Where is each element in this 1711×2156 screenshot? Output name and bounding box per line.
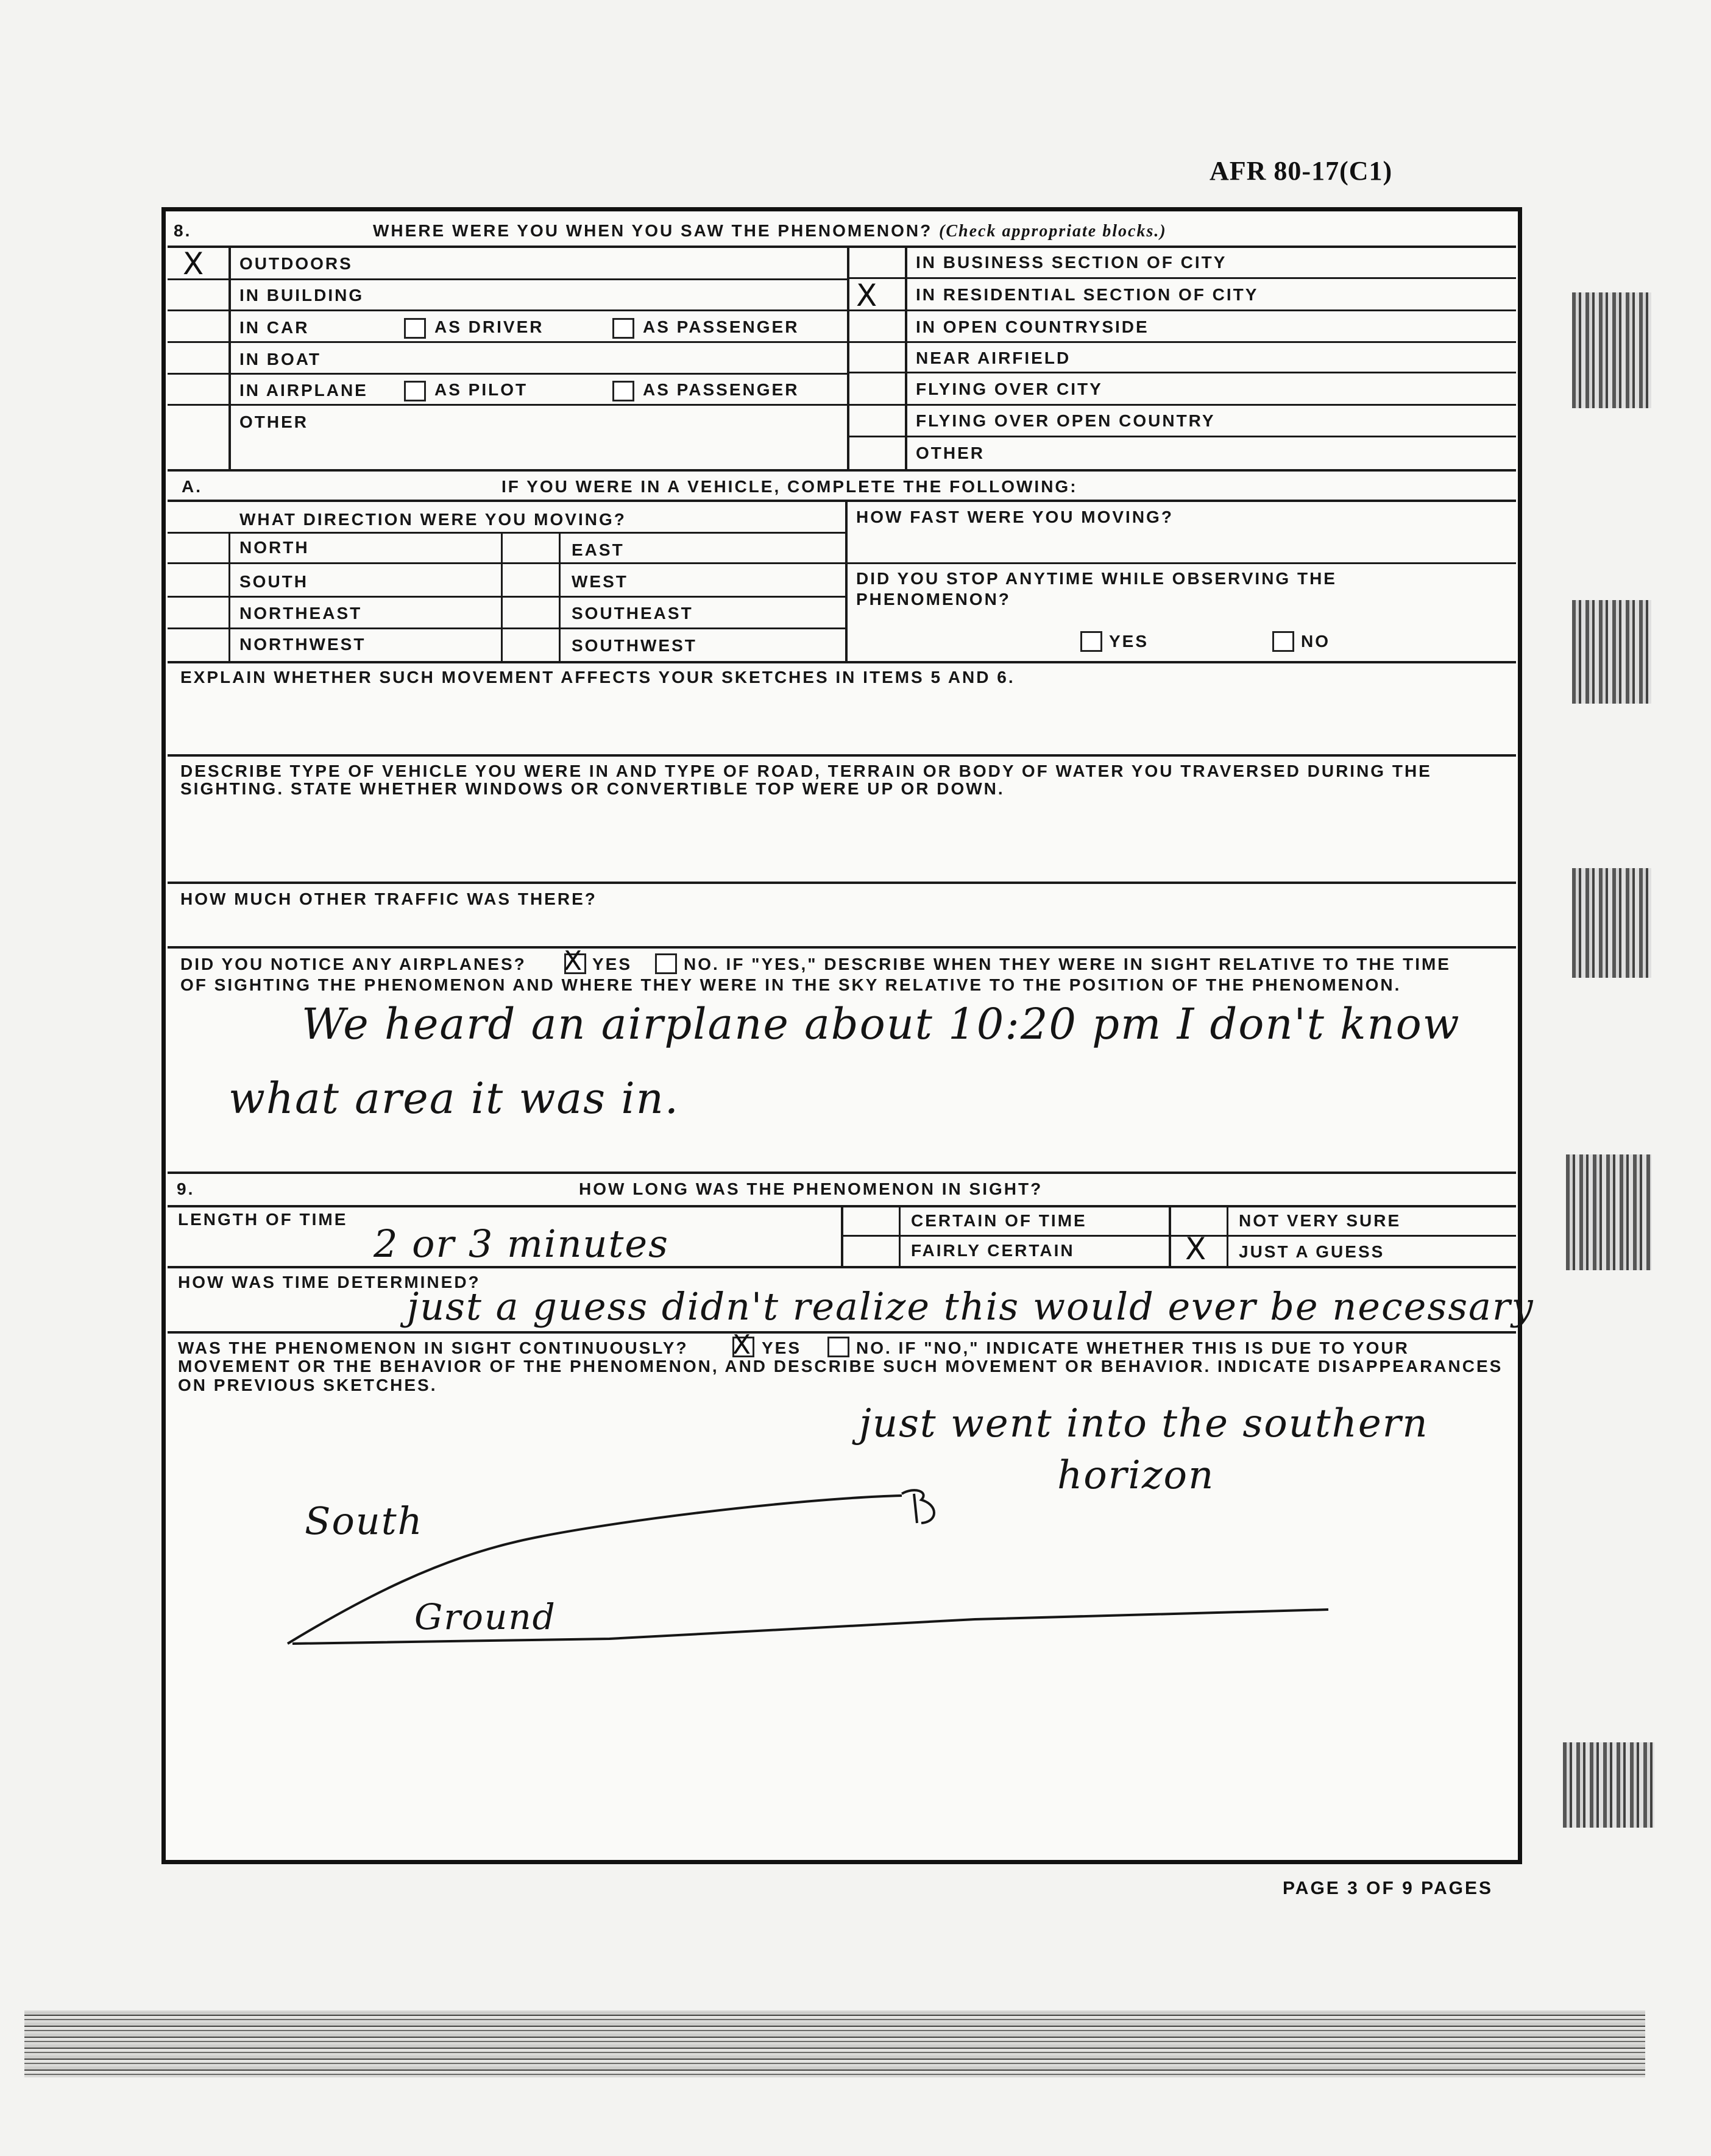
sketch-trajectory-line [288,1496,902,1644]
length-of-time-label: LENGTH OF TIME [178,1210,348,1229]
time-determined-answer: just a guess didn't realize this would ever be necessary [407,1284,1534,1329]
flying-over-country-label: FLYING OVER OPEN COUNTRY [916,411,1216,430]
section-9-number: 9. [177,1179,195,1198]
business-section-label: IN BUSINESS SECTION OF CITY [916,253,1227,272]
west-label: WEST [572,572,628,591]
certain-of-time-label: CERTAIN OF TIME [911,1211,1087,1230]
airplane-passenger-label: AS PASSENGER [643,380,799,399]
east-label: EAST [572,540,625,559]
traffic-question: HOW MUCH OTHER TRAFFIC WAS THERE? [180,889,597,908]
sketch-south-label: South [305,1499,423,1543]
not-very-sure-label: NOT VERY SURE [1239,1211,1401,1230]
sketch-note-line1: just went into the southern [859,1401,1429,1446]
vehicle-question: DESCRIBE TYPE OF VEHICLE YOU WERE IN AND TYPE OF ROAD, TERRAIN OR BODY OF WATER YOU TRAVERSED DURING THE SIGHTING. STATE WHETHER WINDOWS OR CONVERTIBLE TOP WERE UP OR DOWN. [180,762,1432,799]
other-area-label: OTHER [916,444,985,462]
continuous-question-start: WAS THE PHENOMENON IN SIGHT CONTINUOUSLY? [178,1338,689,1357]
as-pilot-label: AS PILOT [434,380,528,399]
airplanes-answer-line2: what area it was in. [228,1073,680,1123]
sketch-object-mark [902,1490,934,1523]
northeast-label: NORTHEAST [239,604,363,623]
residential-check-mark: X [856,278,877,313]
near-airfield-label: NEAR AIRFIELD [916,348,1071,367]
southwest-label: SOUTHWEST [572,636,697,655]
section-8-instruction: (Check appropriate blocks.) [939,222,1167,241]
airplanes-question-start: DID YOU NOTICE ANY AIRPLANES? [180,955,526,974]
sketch-note-line2: horizon [1057,1453,1215,1498]
stop-question: DID YOU STOP ANYTIME WHILE OBSERVING THE PHENOMENON? [856,569,1337,609]
airplanes-no-text: NO. IF "YES," DESCRIBE WHEN THEY WERE IN SIGHT RELATIVE TO THE TIME [684,955,1451,974]
airplanes-question-line2: OF SIGHTING THE PHENOMENON AND WHERE THEY WERE IN THE SKY RELATIVE TO THE POSITION OF THE PHENOMENON. [180,975,1401,994]
residential-section-label: IN RESIDENTIAL SECTION OF CITY [916,285,1259,304]
section-8-title-text: WHERE WERE YOU WHEN YOU SAW THE PHENOMENON? [373,221,933,240]
open-countryside-label: IN OPEN COUNTRYSIDE [916,317,1149,336]
continuous-yes-label: YES [762,1338,802,1357]
time-determined-label: HOW WAS TIME DETERMINED? [178,1273,481,1292]
airplanes-answer-line1: We heard an airplane about 10:20 pm I don't know [302,999,1461,1049]
other-location-label: OTHER [239,412,308,431]
in-airplane-label: IN AIRPLANE [239,381,368,400]
section-a-title: IF YOU WERE IN A VEHICLE, COMPLETE THE FOLLOWING: [501,477,1078,496]
north-label: NORTH [239,538,310,557]
speed-question: HOW FAST WERE YOU MOVING? [856,507,1174,526]
in-boat-label: IN BOAT [239,350,322,369]
car-passenger-label: AS PASSENGER [643,317,799,336]
form-id: AFR 80-17(C1) [1210,156,1393,186]
section-9-title: HOW LONG WAS THE PHENOMENON IN SIGHT? [579,1179,1043,1198]
outdoors-check-mark: X [183,246,204,281]
flying-over-city-label: FLYING OVER CITY [916,380,1103,398]
airplanes-yes-label: YES [592,955,632,974]
just-a-guess-mark: X [1185,1231,1206,1267]
direction-question: WHAT DIRECTION WERE YOU MOVING? [239,510,626,529]
continuous-question-rest: MOVEMENT OR THE BEHAVIOR OF THE PHENOMENON, AND DESCRIBE SUCH MOVEMENT OR BEHAVIOR. INDICATE DISAPPEARANCES ON PREVIOUS SKETCHES. [178,1357,1503,1394]
continuous-no-text: NO. IF "NO," INDICATE WHETHER THIS IS DUE TO YOUR [856,1338,1409,1357]
continuous-yes-mark: X [732,1329,751,1360]
just-a-guess-label: JUST A GUESS [1239,1242,1385,1261]
fairly-certain-label: FAIRLY CERTAIN [911,1241,1075,1260]
airplanes-yes-mark: X [564,945,583,977]
section-a-letter: A. [182,477,202,496]
stop-yes-label: YES [1109,632,1149,651]
south-label: SOUTH [239,572,308,591]
outdoors-label: OUTDOORS [239,254,353,273]
sketch-ground-label: Ground [414,1596,556,1638]
in-building-label: IN BUILDING [239,286,364,305]
movement-question: EXPLAIN WHETHER SUCH MOVEMENT AFFECTS YOUR SKETCHES IN ITEMS 5 AND 6. [180,668,1015,687]
page-number: PAGE 3 OF 9 PAGES [1283,1878,1493,1898]
in-car-label: IN CAR [239,318,310,337]
northwest-label: NORTHWEST [239,635,366,654]
length-of-time-answer: 2 or 3 minutes [374,1221,669,1266]
section-8-number: 8. [174,221,192,240]
sketch-horizon-line [292,1610,1328,1644]
southeast-label: SOUTHEAST [572,604,693,623]
stop-no-label: NO [1301,632,1330,651]
as-driver-label: AS DRIVER [434,317,544,336]
